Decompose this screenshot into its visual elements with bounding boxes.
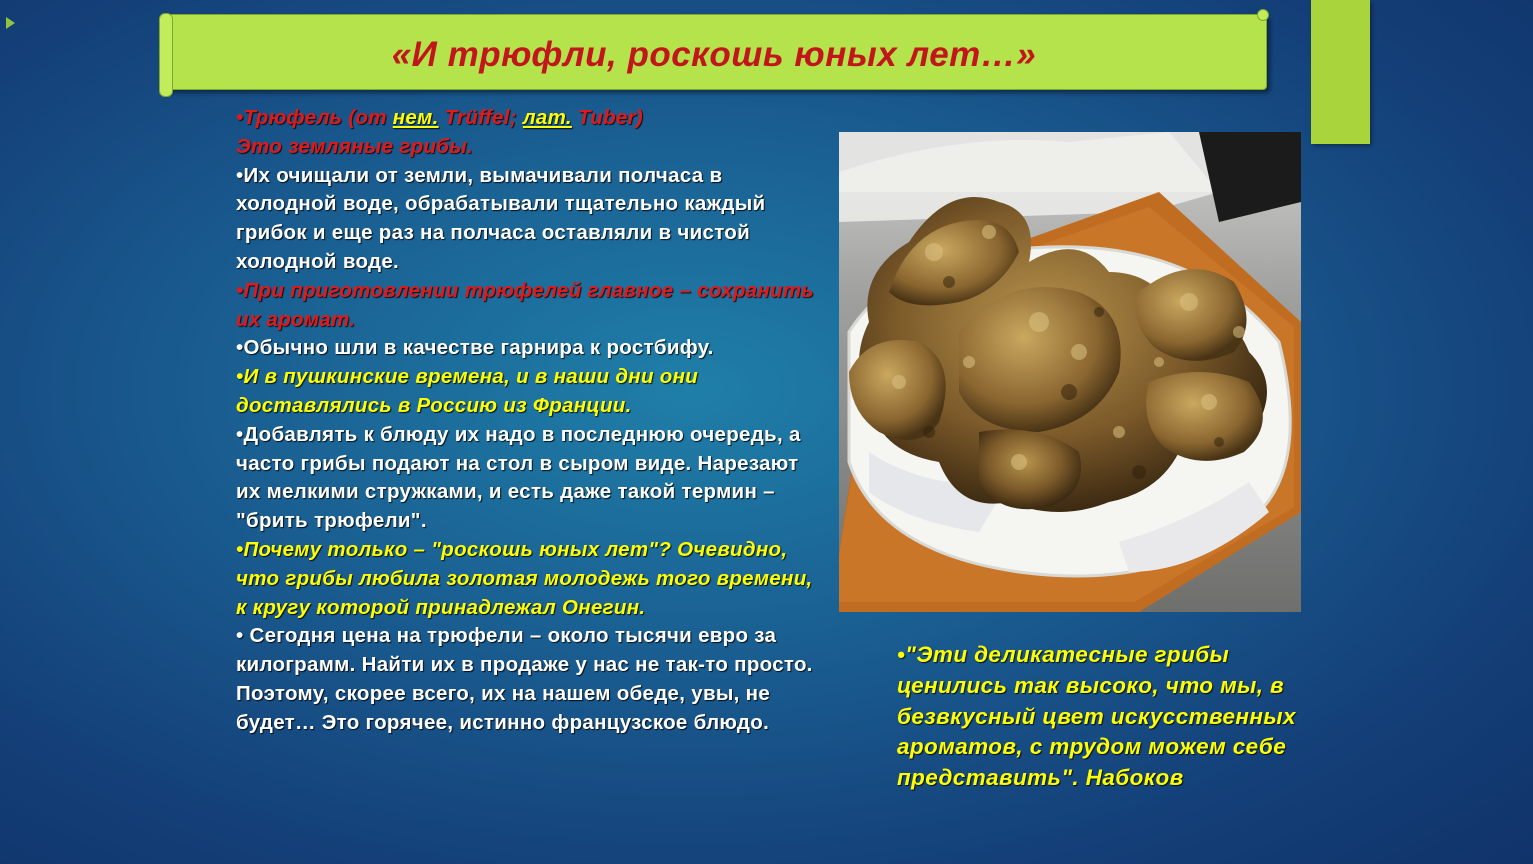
definition-word1: Trüffel; xyxy=(438,106,523,129)
nabokov-quote: •"Эти деликатесные грибы ценились так высоко, что мы, в безвкусный цвет искусственных ароматов, с трудом можем себе представить". Набоков xyxy=(897,642,1296,791)
paragraph-youth: •Почему только – "роскошь юных лет"? Очевидно, что грибы любила золотая молодежь того времени, к кругу которой принадлежал Онегин. xyxy=(236,537,813,619)
truffles-photo xyxy=(839,132,1301,612)
paragraph-garnish: •Обычно шли в качестве гарнира к ростбифу. xyxy=(236,336,714,360)
truffles-image xyxy=(839,132,1301,612)
definition-line xyxy=(236,104,816,133)
slide-arrow-icon xyxy=(6,17,15,29)
definition-prefix: •Трюфель (от xyxy=(236,106,393,129)
slide-title: «И трюфли, роскошь юных лет…» xyxy=(391,35,1037,74)
definition-line-2: Это земляные грибы. xyxy=(236,134,474,158)
paragraph-france: •И в пушкинские времена, и в наши дни они доставлялись в Россию из Франции. xyxy=(236,365,699,417)
paragraph-cleaning: •Их очищали от земли, вымачивали полчаса в холодной воде, обрабатывали тщательно каждый грибок и еще раз на полчаса оставляли в чистой холодной воде. xyxy=(236,163,766,273)
link-german[interactable]: нем. xyxy=(392,106,439,129)
paragraph-serving: •Добавлять к блюду их надо в последнюю очередь, а часто грибы подают на стол в сыром виде. Нарезают их мелкими стружками, и есть даже такой термин – "брить трюфели". xyxy=(236,422,801,533)
link-latin[interactable]: лат. xyxy=(522,106,572,129)
title-banner xyxy=(161,14,1267,90)
decorative-side-bar xyxy=(1311,0,1370,144)
main-text-column xyxy=(236,104,816,738)
paragraph-price: • Сегодня цена на трюфели – около тысячи евро за килограмм. Найти их в продаже у нас не так-то просто. Поэтому, скорее всего, их на нашем обеде, увы, не будет… Это горячее, истинно французское блюдо. xyxy=(236,624,813,734)
paragraph-aroma: •При приготовлении трюфелей главное – сохранить их аромат. xyxy=(236,278,814,331)
scroll-curl-right xyxy=(1257,9,1269,21)
definition-word2: Tuber) xyxy=(571,106,644,129)
